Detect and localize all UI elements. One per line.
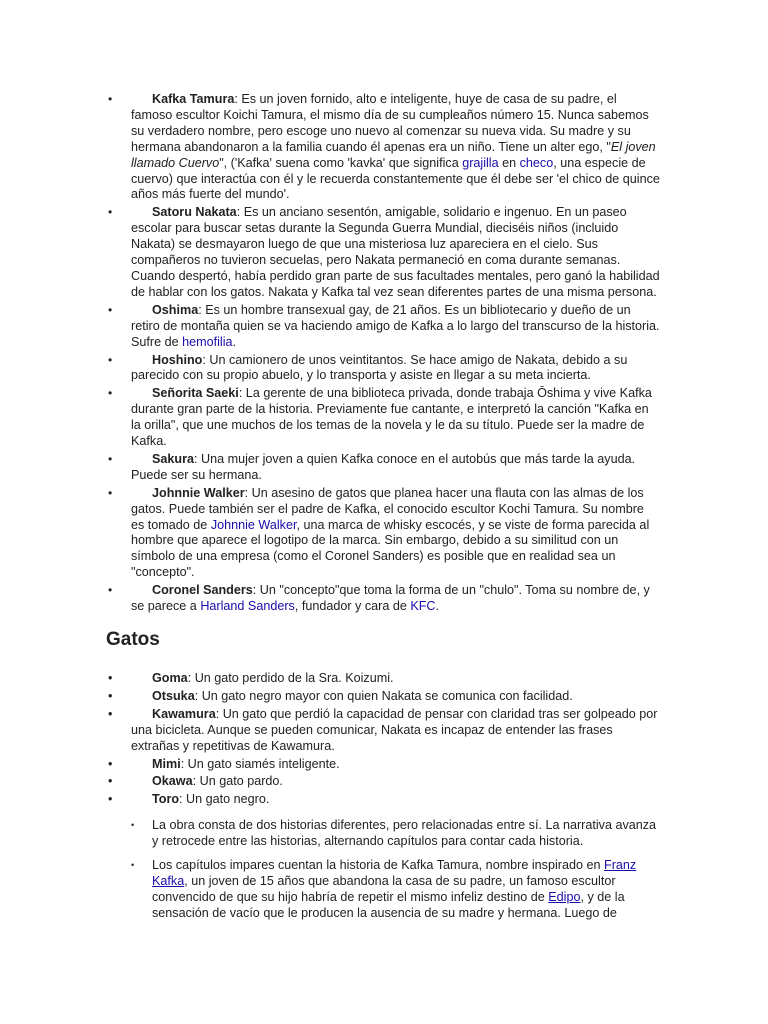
bullet-icon: • bbox=[108, 706, 113, 721]
link-harland-sanders[interactable]: Harland Sanders bbox=[200, 599, 295, 614]
link-franz-kafka[interactable]: Franz Kafka bbox=[152, 857, 637, 888]
bullet-icon: • bbox=[108, 583, 113, 598]
cat-description: : Un gato negro. bbox=[179, 792, 270, 807]
bullet-icon: • bbox=[108, 792, 113, 807]
bullet-icon: • bbox=[131, 820, 135, 830]
cat-item-otsuka bbox=[0, 689, 768, 705]
text-segment: . bbox=[232, 334, 237, 349]
cat-name: Okawa bbox=[152, 774, 193, 789]
character-name: Kafka Tamura bbox=[152, 92, 235, 106]
cat-description: : Un gato pardo. bbox=[192, 774, 283, 789]
link-hemofilia[interactable]: hemofilia bbox=[182, 334, 233, 349]
text-segment: : Es un joven fornido, alto e inteligente, huye de casa de su padre, el famoso escultor Koichi Tamura, el mismo día de su cumpleaños número 15. Nunca sabemos su verdadero nombre, pero escoge uno nuevo al comenzar su nueva vida. Su madre y su hermana abandonaron a la familia cuando él apenas era un niño. Tiene un alter ego, " bbox=[131, 92, 649, 154]
text-segment: : La gerente de una biblioteca privada, donde trabaja Ōshima y vive Kafka durante gran parte de la historia. Previamente fue cantante, e interpretó la canción "Kafka en la orilla", que une muchos de los temas de la novela y le da su título. Puede ser la madre de Kafka. bbox=[131, 386, 652, 449]
text-segment: . bbox=[435, 599, 440, 614]
bullet-icon: • bbox=[108, 386, 113, 401]
bullet-icon: • bbox=[108, 671, 113, 685]
text-segment: Los capítulos impares cuentan la historia de Kafka Tamura, nombre inspirado en bbox=[152, 857, 604, 872]
link-edipo[interactable]: Edipo bbox=[548, 889, 581, 904]
character-name: Coronel Sanders bbox=[152, 583, 253, 598]
character-item-coronel-sanders bbox=[0, 583, 768, 615]
cat-name: Goma bbox=[152, 671, 188, 685]
text-segment: , un joven de 15 años que abandona la casa de su padre, un famoso escultor convencido de que su hijo habría de repetir el mismo infeliz destino de bbox=[152, 873, 616, 904]
text-segment: : Es un anciano sesentón, amigable, solidario e ingenuo. En un paseo escolar para buscar setas durante la Segunda Guerra Mundial, dieciséis niños (incluido Nakata) se desmayaron luego de que una misteriosa luz apareciera en el cielo. Sus compañeros no tuvieron secuelas, pero Nakata permaneció en coma durante semanas. Cuando despertó, había perdido gran parte de sus facultades mentales, pero ganó la habilidad de hablar con los gatos. Nakata y Kafka tal vez sean diferentes partes de una misma persona. bbox=[131, 205, 660, 299]
cat-item-okawa bbox=[0, 774, 768, 790]
story-list bbox=[0, 818, 768, 929]
cat-item-goma bbox=[0, 671, 768, 687]
bullet-icon: • bbox=[108, 688, 113, 703]
text-segment: : Es un hombre transexual gay, de 21 años. Es un bibliotecario y dueño de un retiro de montaña quien se va haciendo amigo de Kafka a lo largo del transcurso de la historia. Sufre de bbox=[131, 302, 660, 349]
story-point-item bbox=[0, 818, 768, 850]
text-segment: : Una mujer joven a quien Kafka conoce en el autobús que más tarde la ayuda. Puede ser su hermana. bbox=[131, 451, 636, 482]
text-segment: ", ('Kafka' suena como 'kavka' que significa bbox=[219, 155, 463, 170]
character-item-hoshino bbox=[0, 353, 768, 385]
character-item-kafka-tamura bbox=[0, 92, 768, 203]
character-name: Satoru Nakata bbox=[152, 205, 237, 220]
link-johnnie-walker[interactable]: Johnnie Walker bbox=[210, 517, 297, 532]
text-segment: : Un asesino de gatos que planea hacer una flauta con las almas de los gatos. Puede también ser el padre de Kafka, el conocido escultor Kochi Tamura. Su nombre es tomado de bbox=[131, 485, 644, 532]
character-name: Sakura bbox=[152, 451, 195, 466]
character-item-senorita-saeki bbox=[0, 386, 768, 450]
cat-name: Otsuka bbox=[152, 688, 195, 703]
cat-item-kawamura bbox=[0, 707, 768, 755]
text-segment: , fundador y cara de bbox=[294, 599, 411, 614]
bullet-icon: • bbox=[108, 485, 113, 500]
text-segment: , una marca de whisky escocés, y se viste de forma parecida al hombre que aparece el logotipo de la marca. Sin embargo, debido a su similitud con un símbolo de una empresa (como el Coronel Sanders) es posible que en realidad sea un "concepto". bbox=[131, 517, 650, 580]
cat-item-toro bbox=[0, 792, 768, 808]
character-name: Hoshino bbox=[152, 352, 203, 367]
cats-list bbox=[0, 671, 768, 810]
cat-description: : Un gato perdido de la Sra. Koizumi. bbox=[187, 671, 394, 685]
section-heading-gatos: Gatos bbox=[106, 629, 160, 650]
bullet-icon: • bbox=[108, 756, 113, 771]
italic-text: El joven llamado Cuervo bbox=[131, 139, 656, 170]
character-item-johnnie-walker bbox=[0, 486, 768, 581]
text-segment: : Un camionero de unos veintitantos. Se hace amigo de Nakata, debido a su parecido con su propio abuelo, y lo transporta y asiste en llegar a su meta incierta. bbox=[131, 352, 628, 383]
text-segment: , una especie de cuervo) que interactúa con él y le recuerda constantemente que él debe ser 'el chico de quince años más fuerte del mundo'. bbox=[131, 155, 660, 202]
character-item-oshima bbox=[0, 303, 768, 351]
character-name: Señorita Saeki bbox=[152, 386, 239, 401]
bullet-icon: • bbox=[108, 774, 113, 789]
bullet-icon: • bbox=[131, 859, 135, 870]
cat-description: : Un gato siamés inteligente. bbox=[180, 756, 340, 771]
link-kfc[interactable]: KFC bbox=[410, 599, 436, 614]
character-item-sakura bbox=[0, 452, 768, 484]
cat-name: Toro bbox=[152, 792, 180, 807]
cat-description: : Un gato que perdió la capacidad de pensar con claridad tras ser golpeado por una bicicleta. Aunque se pueden comunicar, Nakata es incapaz de entender las frases extrañas y repetitivas de Kawamura. bbox=[131, 706, 658, 753]
bullet-icon: • bbox=[108, 302, 113, 317]
bullet-icon: • bbox=[108, 352, 113, 367]
character-name: Johnnie Walker bbox=[152, 485, 245, 500]
text-segment: , y de la sensación de vacío que le producen la ausencia de su madre y hermana. Luego de bbox=[152, 889, 625, 920]
cat-item-mimi bbox=[0, 757, 768, 773]
character-item-satoru-nakata bbox=[0, 205, 768, 300]
bullet-icon: • bbox=[108, 92, 113, 106]
story-point-item bbox=[0, 858, 768, 922]
cat-name: Mimi bbox=[152, 756, 181, 771]
bullet-icon: • bbox=[108, 205, 113, 220]
link-grajilla[interactable]: grajilla bbox=[462, 155, 499, 170]
link-checo[interactable]: checo bbox=[519, 155, 554, 170]
text-segment: La obra consta de dos historias diferentes, pero relacionadas entre sí. La narrativa avanza y retrocede entre las historias, alternando capítulos para contar cada historia. bbox=[152, 818, 657, 848]
bullet-icon: • bbox=[108, 451, 113, 466]
characters-list bbox=[0, 92, 768, 617]
cat-description: : Un gato negro mayor con quien Nakata se comunica con facilidad. bbox=[194, 688, 573, 703]
character-name: Oshima bbox=[152, 302, 199, 317]
text-segment: en bbox=[498, 155, 520, 170]
cat-name: Kawamura bbox=[152, 706, 216, 721]
text-segment: : Un "concepto"que toma la forma de un "chulo". Toma su nombre de, y se parece a bbox=[131, 583, 650, 614]
